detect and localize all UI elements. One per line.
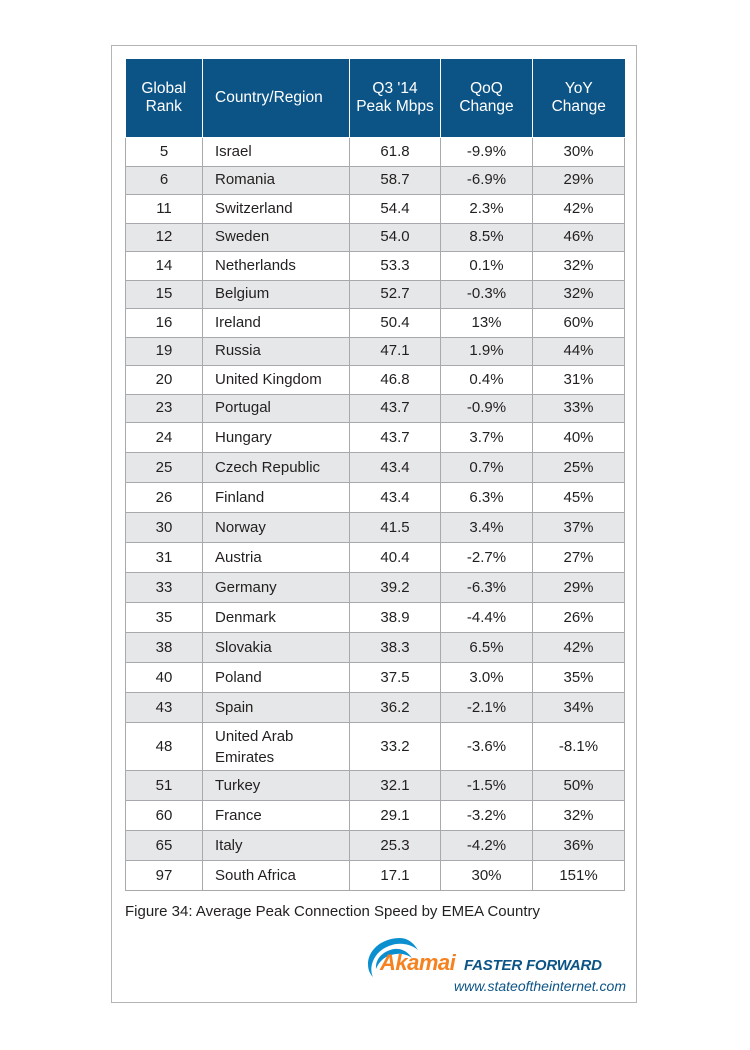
cell-rank: 26 (126, 483, 203, 513)
cell-yoy: 29% (533, 573, 625, 603)
table-row (126, 280, 625, 309)
cell-country: Belgium (203, 280, 350, 309)
cell-yoy: 32% (533, 280, 625, 309)
table-row (126, 693, 625, 723)
cell-rank: 60 (126, 801, 203, 831)
peak-speed-table (125, 59, 625, 891)
cell-qoq: 13% (441, 309, 533, 338)
cell-country: Finland (203, 483, 350, 513)
table-row (126, 366, 625, 395)
cell-peak: 46.8 (350, 366, 441, 395)
cell-peak: 52.7 (350, 280, 441, 309)
cell-yoy: 30% (533, 138, 625, 167)
table-row (126, 543, 625, 573)
cell-qoq: -0.9% (441, 394, 533, 423)
cell-country: Norway (203, 513, 350, 543)
cell-country: Slovakia (203, 633, 350, 663)
cell-peak: 54.0 (350, 223, 441, 252)
cell-rank: 30 (126, 513, 203, 543)
cell-qoq: 1.9% (441, 337, 533, 366)
table-row (126, 831, 625, 861)
cell-country: Denmark (203, 603, 350, 633)
brand-slogan: FASTER FORWARD (464, 957, 602, 974)
cell-qoq: 0.4% (441, 366, 533, 395)
table-row (126, 252, 625, 281)
cell-qoq: 6.5% (441, 633, 533, 663)
cell-qoq: 0.1% (441, 252, 533, 281)
table-row (126, 394, 625, 423)
cell-peak: 47.1 (350, 337, 441, 366)
cell-peak: 43.4 (350, 483, 441, 513)
cell-peak: 25.3 (350, 831, 441, 861)
cell-yoy: 33% (533, 394, 625, 423)
cell-rank: 38 (126, 633, 203, 663)
cell-country: Netherlands (203, 252, 350, 281)
cell-peak: 32.1 (350, 771, 441, 801)
cell-qoq: 3.7% (441, 423, 533, 453)
table-row (126, 223, 625, 252)
cell-yoy: 37% (533, 513, 625, 543)
cell-qoq: 3.4% (441, 513, 533, 543)
cell-peak: 29.1 (350, 801, 441, 831)
table-row (126, 138, 625, 167)
cell-rank: 23 (126, 394, 203, 423)
figure-caption: Figure 34: Average Peak Connection Speed by EMEA Country (125, 903, 540, 920)
cell-yoy: 42% (533, 633, 625, 663)
cell-qoq: -9.9% (441, 138, 533, 167)
cell-rank: 25 (126, 453, 203, 483)
cell-rank: 19 (126, 337, 203, 366)
table-body (126, 138, 625, 891)
cell-rank: 43 (126, 693, 203, 723)
cell-country: Romania (203, 166, 350, 195)
table-row (126, 309, 625, 338)
cell-rank: 40 (126, 663, 203, 693)
cell-country: Portugal (203, 394, 350, 423)
table-row (126, 483, 625, 513)
cell-qoq: -6.3% (441, 573, 533, 603)
cell-yoy: 50% (533, 771, 625, 801)
brand-name: Akamai (380, 950, 456, 975)
cell-peak: 61.8 (350, 138, 441, 167)
cell-yoy: 60% (533, 309, 625, 338)
cell-peak: 38.3 (350, 633, 441, 663)
cell-yoy: 27% (533, 543, 625, 573)
cell-peak: 50.4 (350, 309, 441, 338)
cell-rank: 97 (126, 861, 203, 891)
cell-rank: 33 (126, 573, 203, 603)
cell-country: Spain (203, 693, 350, 723)
cell-yoy: -8.1% (533, 723, 625, 771)
table-row (126, 771, 625, 801)
cell-yoy: 44% (533, 337, 625, 366)
akamai-logo (360, 935, 626, 997)
cell-yoy: 35% (533, 663, 625, 693)
table-row (126, 573, 625, 603)
cell-country: Israel (203, 138, 350, 167)
table-row (126, 663, 625, 693)
cell-qoq: -3.2% (441, 801, 533, 831)
cell-country: Austria (203, 543, 350, 573)
cell-yoy: 46% (533, 223, 625, 252)
cell-rank: 5 (126, 138, 203, 167)
cell-country: Germany (203, 573, 350, 603)
cell-yoy: 32% (533, 801, 625, 831)
table-row (126, 861, 625, 891)
header-global-rank: Global Rank (126, 59, 203, 138)
cell-peak: 36.2 (350, 693, 441, 723)
cell-country: Poland (203, 663, 350, 693)
cell-country: Sweden (203, 223, 350, 252)
cell-qoq: -1.5% (441, 771, 533, 801)
cell-country: Ireland (203, 309, 350, 338)
cell-peak: 17.1 (350, 861, 441, 891)
cell-rank: 35 (126, 603, 203, 633)
cell-rank: 31 (126, 543, 203, 573)
cell-country: United Arab Emirates (203, 723, 350, 771)
cell-rank: 16 (126, 309, 203, 338)
table-header-row (126, 59, 625, 138)
cell-peak: 54.4 (350, 195, 441, 224)
cell-qoq: 3.0% (441, 663, 533, 693)
cell-rank: 11 (126, 195, 203, 224)
cell-rank: 65 (126, 831, 203, 861)
cell-yoy: 34% (533, 693, 625, 723)
header-peak-mbps: Q3 '14 Peak Mbps (350, 59, 441, 138)
table-row (126, 337, 625, 366)
cell-yoy: 45% (533, 483, 625, 513)
cell-country: Italy (203, 831, 350, 861)
table-row (126, 801, 625, 831)
cell-country: Turkey (203, 771, 350, 801)
cell-qoq: 6.3% (441, 483, 533, 513)
table-row (126, 453, 625, 483)
cell-peak: 38.9 (350, 603, 441, 633)
cell-yoy: 40% (533, 423, 625, 453)
cell-qoq: 0.7% (441, 453, 533, 483)
cell-yoy: 42% (533, 195, 625, 224)
cell-qoq: -0.3% (441, 280, 533, 309)
cell-peak: 43.7 (350, 423, 441, 453)
table-row (126, 513, 625, 543)
cell-country: South Africa (203, 861, 350, 891)
cell-country: Switzerland (203, 195, 350, 224)
cell-peak: 58.7 (350, 166, 441, 195)
cell-qoq: -2.7% (441, 543, 533, 573)
cell-rank: 6 (126, 166, 203, 195)
table-row (126, 603, 625, 633)
cell-qoq: 2.3% (441, 195, 533, 224)
table-row (126, 195, 625, 224)
cell-peak: 43.4 (350, 453, 441, 483)
cell-rank: 14 (126, 252, 203, 281)
cell-peak: 43.7 (350, 394, 441, 423)
cell-peak: 39.2 (350, 573, 441, 603)
cell-peak: 53.3 (350, 252, 441, 281)
cell-yoy: 26% (533, 603, 625, 633)
cell-yoy: 25% (533, 453, 625, 483)
table-row (126, 423, 625, 453)
cell-yoy: 31% (533, 366, 625, 395)
cell-rank: 24 (126, 423, 203, 453)
cell-qoq: 8.5% (441, 223, 533, 252)
table-row (126, 166, 625, 195)
cell-qoq: -4.4% (441, 603, 533, 633)
cell-country: Czech Republic (203, 453, 350, 483)
cell-yoy: 32% (533, 252, 625, 281)
cell-rank: 51 (126, 771, 203, 801)
table-row (126, 633, 625, 663)
cell-rank: 15 (126, 280, 203, 309)
cell-qoq: -2.1% (441, 693, 533, 723)
cell-yoy: 151% (533, 861, 625, 891)
cell-country: France (203, 801, 350, 831)
cell-peak: 37.5 (350, 663, 441, 693)
cell-country: Russia (203, 337, 350, 366)
header-yoy-change: YoY Change (533, 59, 625, 138)
website-url: www.stateoftheinternet.com (454, 978, 626, 994)
cell-peak: 41.5 (350, 513, 441, 543)
cell-qoq: 30% (441, 861, 533, 891)
cell-qoq: -6.9% (441, 166, 533, 195)
cell-peak: 33.2 (350, 723, 441, 771)
cell-country: Hungary (203, 423, 350, 453)
cell-peak: 40.4 (350, 543, 441, 573)
cell-yoy: 29% (533, 166, 625, 195)
cell-rank: 12 (126, 223, 203, 252)
header-qoq-change: QoQ Change (441, 59, 533, 138)
cell-country: United Kingdom (203, 366, 350, 395)
cell-rank: 20 (126, 366, 203, 395)
cell-rank: 48 (126, 723, 203, 771)
table-row (126, 723, 625, 771)
cell-yoy: 36% (533, 831, 625, 861)
cell-qoq: -4.2% (441, 831, 533, 861)
header-country-region: Country/Region (203, 59, 350, 138)
cell-qoq: -3.6% (441, 723, 533, 771)
